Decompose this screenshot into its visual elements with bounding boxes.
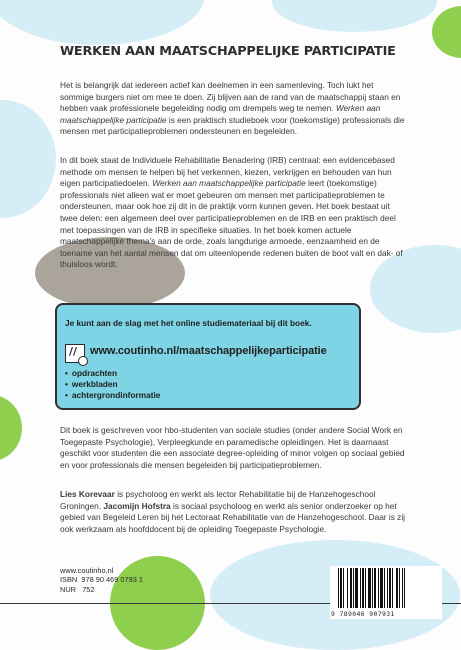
list-item: • opdrachten (65, 368, 118, 378)
author-name: Lies Korevaar (60, 489, 115, 499)
barcode-bars (338, 568, 438, 612)
intro-book-title: Werken aan maatschappelijke participatie (60, 103, 381, 125)
page-title: WERKEN AAN MAATSCHAPPELIJKE PARTICIPATIE (60, 44, 396, 59)
authors-paragraph: Lies Korevaar is psycholoog en werkt als lector Rehabilitatie bij de Hanzehogeschool Groningen. Jacomijn Hofstra is sociaal psycholoog en werkt als senior onderzoeker op het gebied van Begeleid Leren bij het Lectoraat Rehabilitatie van de Hanzehogeschool. Daar is zij ook werkzaam als hoofddocent bij de opleiding Toegepaste Psychologie. (60, 489, 406, 534)
audience-paragraph: Dit boek is geschreven voor hbo-studenten van sociale studies (onder andere Social Work en Toegepaste Psychologie), Verpleegkunde en paramedische opleidingen. Het is daarnaast geschikt voor studenten die een associate degree-opleiding of minor volgen op sociaal gebied en voor professionals die mensen begeleiden bij participatieproblemen. (60, 425, 405, 470)
card-intro: Je kunt aan de slag met het online studiemateriaal bij dit boek. (65, 318, 312, 328)
intro-text-end: is een praktisch studieboek voor (toekomstige) professionals die mensen met participatieproblemen ondersteunen en begeleiden. (60, 114, 405, 137)
publisher-info (60, 566, 143, 594)
method-paragraph (60, 155, 405, 271)
online-material-card (55, 303, 361, 410)
blob-top-right-green (432, 6, 461, 58)
blob-left-green (0, 395, 22, 461)
author-name: Jacomijn Hofstra (103, 500, 171, 511)
barcode-digits: 9 789046 907931 (331, 610, 395, 618)
publisher-website[interactable]: www.coutinho.nl (60, 566, 114, 575)
method-text-start: In dit boek staat de Individuele Rehabilitatie Benadering (IRB) centraal: een evidencebased methode om mensen te helpen bij het verkennen, kiezen, verkrijgen en behouden van hun eigen participatiedoelen. (60, 155, 395, 189)
intro-paragraph (60, 80, 405, 138)
method-book-title: Werken aan maatschappelijke participatie (152, 178, 306, 189)
nur-line: NUR 752 (60, 584, 95, 594)
isbn-line: ISBN 978 90 469 0793 1 (60, 575, 144, 585)
blob-top-left-blue (0, 0, 205, 45)
material-list (65, 368, 160, 402)
barcode (330, 566, 442, 619)
intro-text-start: Het is belangrijk dat iedereen actief kan deelnemen in een samenleving. Toch lukt het sommige burgers niet om mee te doen. Zij blijven aan de rand van de maatschappij staan en hebben vaak professionele begeleiding nodig om drempels weg te nemen. (60, 80, 401, 114)
coutinho-logo-icon: // (65, 344, 85, 363)
blob-top-right-blue (272, 0, 437, 32)
method-text-end: leert (toekomstige) professionals niet alleen wat er moet gebeuren om mensen met participatieproblemen te ondersteunen, maar ook hoe zij dit in de praktijk vorm kunnen geven. Het boek bestaat uit twee delen: een algemeen deel over participatieproblemen en de IRB en een praktisch deel met toepassingen van de IRB in specifieke situaties. In het boek komen actuele maatschappelijke thema’s aan de orde, zoals langdurige armoede, eenzaamheid en de toename van het aantal mensen dat om uiteenlopende redenen buiten de boot valt en dak- of thuisloos wordt. (60, 178, 403, 270)
blob-left-blue (0, 100, 56, 218)
online-material-link[interactable]: www.coutinho.nl/maatschappelijkeparticipatie (90, 345, 327, 357)
list-item: • achtergrondinformatie (65, 390, 161, 401)
list-item: • werkbladen (65, 379, 118, 390)
